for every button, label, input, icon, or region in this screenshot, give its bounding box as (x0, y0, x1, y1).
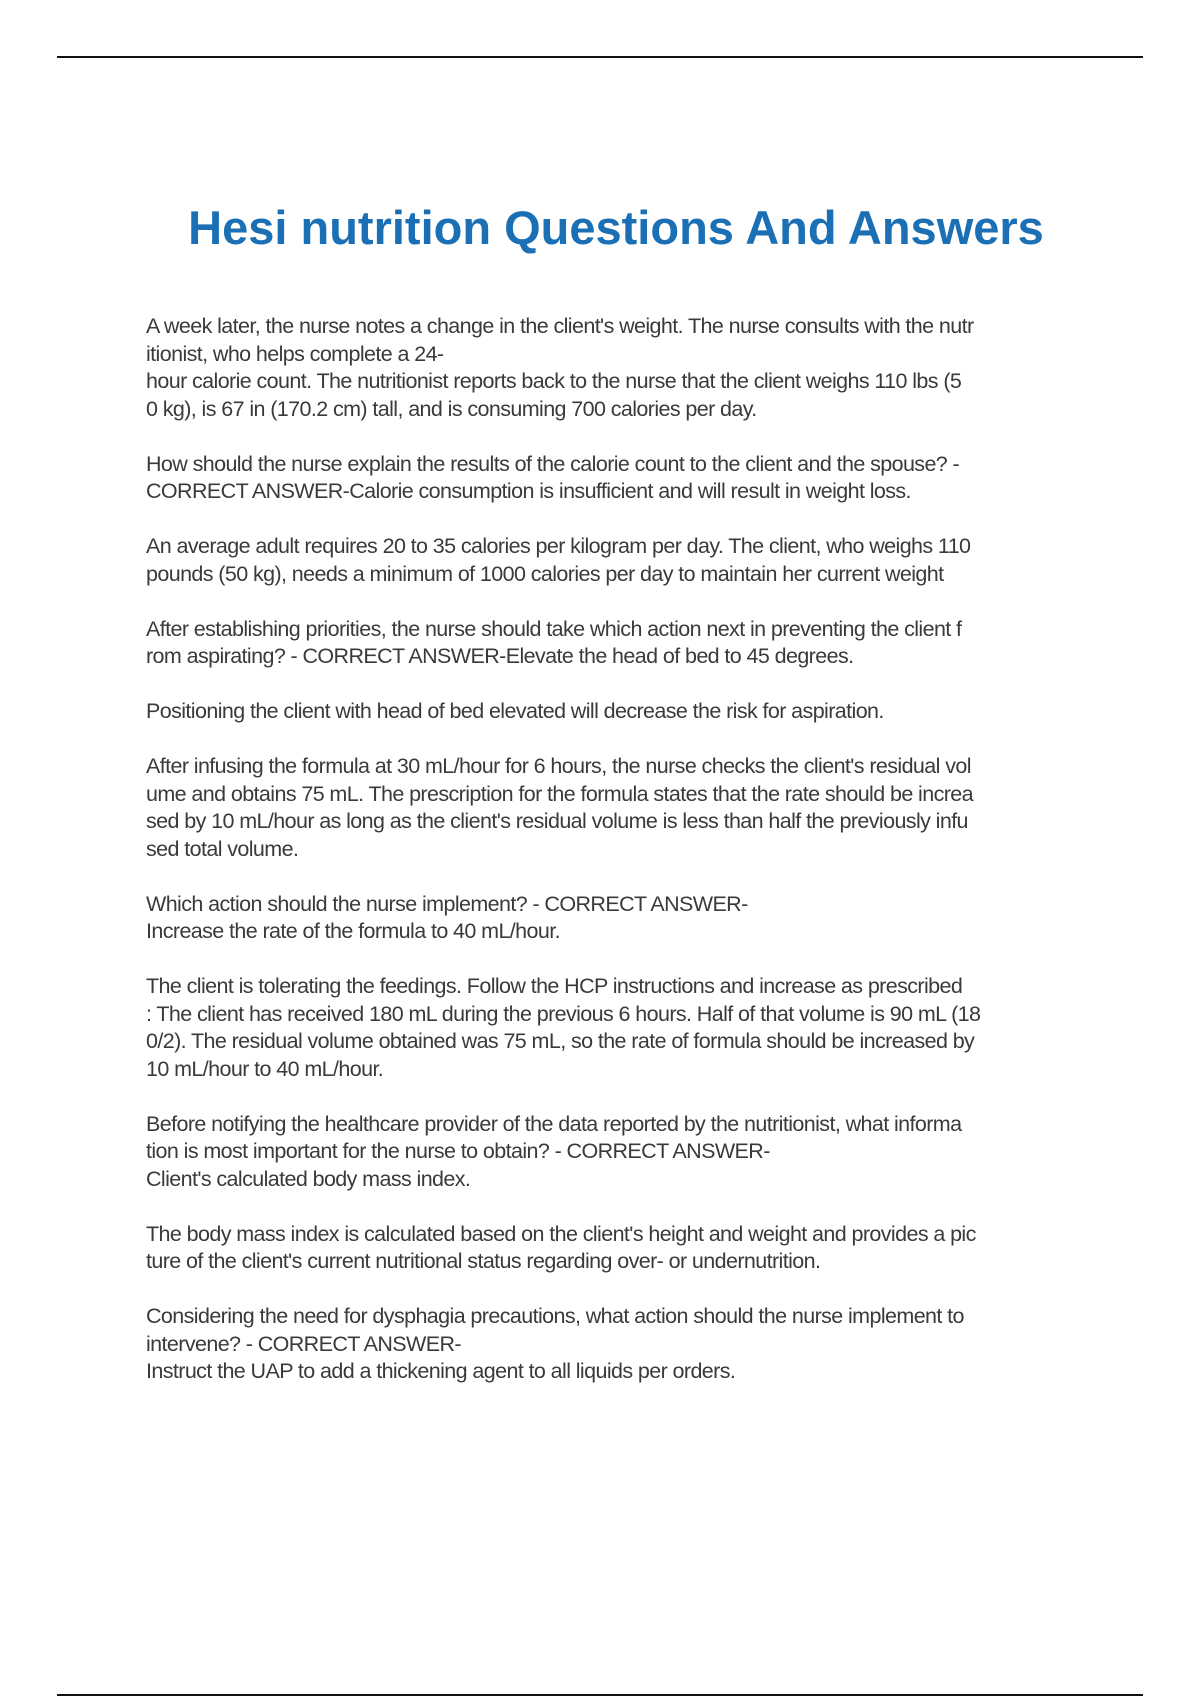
paragraph-8: The client is tolerating the feedings. Follow the HCP instructions and increase as prescribed : The client has received 180 mL during the previous 6 hours. Half of that volume is 90 mL (18 0/2). The residual volume obtained was 75 mL, so the rate of formula should be increased by 10 mL/hour to 40 mL/hour. (146, 974, 981, 1081)
paragraph-2: How should the nurse explain the results of the calorie count to the client and the spouse? - CORRECT ANSWER-Calorie consumption is insufficient and will result in weight loss. (146, 451, 960, 503)
paragraph-9: Before notifying the healthcare provider of the data reported by the nutritionist, what informa tion is most important for the nurse to obtain? - CORRECT ANSWER- Client's calculated body mass index. (146, 1111, 962, 1191)
paragraph-4: After establishing priorities, the nurse should take which action next in preventing the client f rom aspirating? - CORRECT ANSWER-Elevate the head of bed to 45 degrees. (146, 616, 962, 668)
paragraph-5: Positioning the client with head of bed elevated will decrease the risk for aspiration. (146, 699, 884, 723)
top-rule (57, 56, 1143, 58)
paragraph-1: A week later, the nurse notes a change in the client's weight. The nurse consults with the nutr itionist, who helps complete a 24- hour calorie count. The nutritionist reports back to the nurse that the client weighs 110 lbs (5 0 kg), is 67 in (170.2 cm) tall, and is consuming 700 calories per day. (146, 314, 974, 421)
bottom-rule (57, 1694, 1143, 1696)
document-title: Hesi nutrition Questions And Answers (188, 201, 1044, 254)
paragraph-3: An average adult requires 20 to 35 calories per kilogram per day. The client, who weighs 110 pounds (50 kg), needs a minimum of 1000 calories per day to maintain her current weight (146, 534, 971, 586)
paragraph-6: After infusing the formula at 30 mL/hour for 6 hours, the nurse checks the client's residual vol ume and obtains 75 mL. The prescription for the formula states that the rate should be increa sed by 10 mL/hour as long as the client's residual volume is less than half the previously infu sed total volume. (146, 754, 974, 861)
paragraph-10: The body mass index is calculated based on the client's height and weight and provides a pic ture of the client's current nutritional status regarding over- or undernutrition. (146, 1221, 976, 1273)
paragraph-7: Which action should the nurse implement? - CORRECT ANSWER- Increase the rate of the formula to 40 mL/hour. (146, 891, 748, 943)
document-body (146, 313, 1092, 1413)
paragraph-11: Considering the need for dysphagia precautions, what action should the nurse implement to intervene? - CORRECT ANSWER- Instruct the UAP to add a thickening agent to all liquids per orders. (146, 1304, 964, 1383)
